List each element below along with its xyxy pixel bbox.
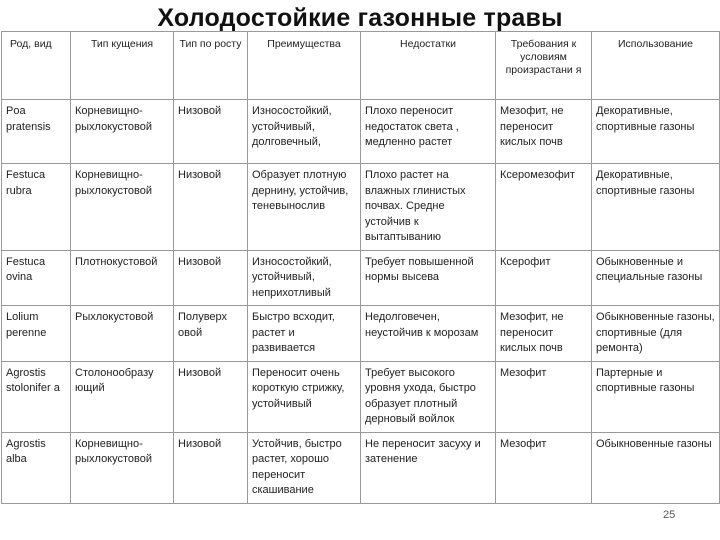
table-row bbox=[2, 250, 720, 306]
table-cell: Низовой bbox=[174, 361, 248, 432]
table-cell: Festuca rubra bbox=[2, 164, 71, 251]
table-cell: Ксерофит bbox=[496, 250, 592, 306]
table-cell: Требует высокого уровня ухода, быстро образует плотный дерновый войлок bbox=[361, 361, 496, 432]
table-cell: Обыкновенные газоны bbox=[592, 432, 720, 503]
table-cell: Agrostis alba bbox=[2, 432, 71, 503]
table-cell: Ксеромезофит bbox=[496, 164, 592, 251]
table-row bbox=[2, 432, 720, 503]
page-title: Холодостойкие газонные травы bbox=[157, 4, 563, 32]
table-row bbox=[2, 164, 720, 251]
table-cell: Lolium perenne bbox=[2, 306, 71, 362]
table-cell: Недолговечен, неустойчив к морозам bbox=[361, 306, 496, 362]
column-header: Род, вид bbox=[2, 32, 71, 100]
page-number: 25 bbox=[663, 509, 676, 521]
table-cell: Столонообразу ющий bbox=[71, 361, 174, 432]
table-cell: Корневищно-рыхлокустовой bbox=[71, 164, 174, 251]
table-cell: Мезофит, не переносит кислых почв bbox=[496, 306, 592, 362]
table-cell: Партерные и спортивные газоны bbox=[592, 361, 720, 432]
table-cell: Обыкновенные газоны, спортивные (для ремонта) bbox=[592, 306, 720, 362]
table-cell: Рыхлокустовой bbox=[71, 306, 174, 362]
table-row bbox=[2, 100, 720, 164]
table-cell: Плотнокустовой bbox=[71, 250, 174, 306]
table-cell: Обыкновенные и специальные газоны bbox=[592, 250, 720, 306]
table-cell: Низовой bbox=[174, 250, 248, 306]
table-cell: Переносит очень короткую стрижку, устойчивый bbox=[248, 361, 361, 432]
table-row bbox=[2, 306, 720, 362]
table-cell: Не переносит засуху и затенение bbox=[361, 432, 496, 503]
table-cell: Устойчив, быстро растет, хорошо переносит скашивание bbox=[248, 432, 361, 503]
header-row bbox=[2, 32, 720, 100]
table-cell: Декоративные, спортивные газоны bbox=[592, 164, 720, 251]
table-cell: Agrostis stolonifer a bbox=[2, 361, 71, 432]
column-header: Недостатки bbox=[361, 32, 496, 100]
grass-table bbox=[1, 31, 720, 504]
table-row bbox=[2, 361, 720, 432]
table-cell: Корневищно-рыхлокустовой bbox=[71, 100, 174, 164]
table-cell: Быстро всходит, растет и развивается bbox=[248, 306, 361, 362]
table-cell: Мезофит bbox=[496, 361, 592, 432]
table-cell: Образует плотную дернину, устойчив, теневынослив bbox=[248, 164, 361, 251]
table-cell: Низовой bbox=[174, 164, 248, 251]
table-cell: Плохо растет на влажных глинистых почвах. Средне устойчив к вытаптыванию bbox=[361, 164, 496, 251]
table-cell: Износостойкий, устойчивый, неприхотливый bbox=[248, 250, 361, 306]
column-header: Тип по росту bbox=[174, 32, 248, 100]
table-cell: Полуверх овой bbox=[174, 306, 248, 362]
table-cell: Плохо переносит недостаток света , медленно растет bbox=[361, 100, 496, 164]
table-cell: Мезофит bbox=[496, 432, 592, 503]
table-cell: Мезофит, не переносит кислых почв bbox=[496, 100, 592, 164]
table-cell: Poa pratensis bbox=[2, 100, 71, 164]
table-cell: Низовой bbox=[174, 432, 248, 503]
column-header: Требования к условиям произрастани я bbox=[496, 32, 592, 100]
column-header: Преимущества bbox=[248, 32, 361, 100]
table-cell: Низовой bbox=[174, 100, 248, 164]
table-cell: Износостойкий, устойчивый, долговечный, bbox=[248, 100, 361, 164]
table-cell: Festuca ovina bbox=[2, 250, 71, 306]
column-header: Тип кущения bbox=[71, 32, 174, 100]
column-header: Использование bbox=[592, 32, 720, 100]
table-cell: Корневищно-рыхлокустовой bbox=[71, 432, 174, 503]
table-cell: Требует повышенной нормы высева bbox=[361, 250, 496, 306]
table-cell: Декоративные, спортивные газоны bbox=[592, 100, 720, 164]
